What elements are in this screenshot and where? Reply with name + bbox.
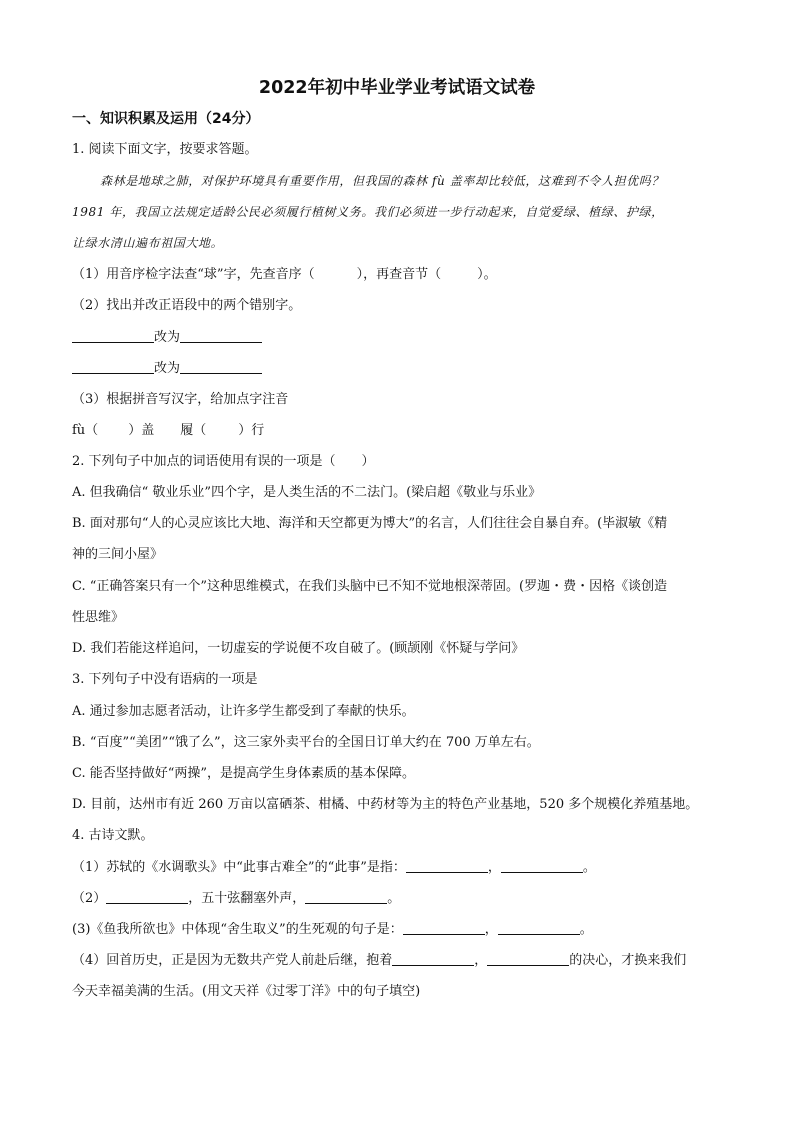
q4-sub1 — [72, 859, 722, 877]
answer-blank[interactable] — [305, 890, 387, 904]
q4-sub4-cont: 今天幸福美满的生活。(用文天祥《过零丁洋》中的句子填空) — [72, 984, 421, 999]
comma: ， — [484, 922, 498, 937]
q4-sub2-text: ，五十弦翻塞外声， — [188, 891, 306, 906]
q1-sub1-text-a: （1）用音序检字法查“球”字，先查音序（ — [72, 267, 315, 282]
q1-sub3: （3）根据拼音写汉字，给加点字注音 — [72, 392, 289, 407]
q4-sub4-text-b: 的决心，才换来我们 — [569, 953, 687, 968]
q1-sub1 — [72, 266, 722, 284]
comma: ， — [487, 860, 501, 875]
pinyin-fu: fù（ — [72, 423, 99, 438]
section-heading: 一、知识积累及运用（24分） — [72, 111, 260, 127]
q3-option-b: B. “百度”“美团”“饿了么”，这三家外卖平台的全国日订单大约在 700 万单左右。 — [72, 735, 540, 750]
q1-fix-row2 — [72, 360, 722, 378]
q1-passage-line3: 让绿水清山遍布祖国大地。 — [72, 236, 224, 250]
answer-blank[interactable] — [406, 859, 488, 873]
q2-option-c: C. “正确答案只有一个”这种思维模式，在我们头脑中已不知不觉地根深蒂固。(罗迦・费・因格《谈创造 — [72, 579, 668, 594]
q2-stem: 2. 下列句子中加点的词语使用有误的一项是（ ） — [72, 454, 375, 469]
q4-sub4-text-a: （4）回首历史，正是因为无数共产党人前赴后继，抱着 — [72, 953, 393, 968]
answer-blank[interactable] — [498, 921, 580, 935]
answer-blank[interactable] — [106, 890, 188, 904]
q3-option-c: C. 能否坚持做好“两操”，是提高学生身体素质的基本保障。 — [72, 766, 416, 781]
fix-label: 改为 — [154, 330, 181, 345]
q1-stem: 1. 阅读下面文字，按要求答题。 — [72, 142, 258, 157]
answer-blank[interactable] — [72, 329, 154, 343]
exam-title: 2022年初中毕业学业考试语文试卷 — [258, 78, 536, 98]
answer-blank[interactable] — [403, 921, 485, 935]
fix-label: 改为 — [154, 361, 181, 376]
period: 。 — [387, 891, 401, 906]
period: 。 — [582, 860, 596, 875]
char-lv: 履（ — [180, 423, 207, 438]
q1-passage-line1: 森林是地球之肺，对保护环境具有重要作用，但我国的森林 fù 盖率却比较低，这难到不令人担优吗？ — [100, 174, 665, 188]
q1-sub2: （2）找出并改正语段中的两个错别字。 — [72, 298, 302, 313]
q3-option-a: A. 通过参加志愿者活动，让许多学生都受到了奉献的快乐。 — [72, 704, 415, 719]
answer-blank[interactable] — [501, 859, 583, 873]
q4-sub1-text: （1）苏轼的《水调歌头》中“此事古难全”的“此事”是指： — [72, 860, 406, 875]
comma: ， — [474, 953, 488, 968]
q2-option-d: D. 我们若能这样追问，一切虚妄的学说便不攻自破了。(顾颉刚《怀疑与学问》 — [72, 641, 525, 656]
char-gai: ）盖 — [128, 423, 155, 438]
q1-sub1-text-b: ），再查音节（ — [356, 267, 442, 282]
q4-sub4 — [72, 952, 722, 970]
q2-option-c-cont: 性思维》 — [72, 610, 125, 625]
q2-option-a: A. 但我确信“ 敬业乐业”四个字，是人类生活的不二法门。(梁启超《敬业与乐业》 — [72, 485, 542, 500]
q4-sub3-text: (3)《鱼我所欲也》中体现“舍生取义”的生死观的句子是： — [72, 922, 403, 937]
q4-sub2 — [72, 890, 722, 908]
q4-stem: 4. 古诗文默。 — [72, 828, 154, 843]
q4-sub3 — [72, 921, 722, 939]
answer-blank[interactable] — [180, 360, 262, 374]
q2-option-b-cont: 神的三间小屋》 — [72, 547, 164, 562]
q1-fix-row1 — [72, 329, 722, 347]
answer-blank[interactable] — [72, 360, 154, 374]
answer-blank[interactable] — [392, 952, 474, 966]
q1-passage-line2: 1981 年，我国立法规定适龄公民必须履行植树义务。我们必须进一步行动起来，自觉爱绿、植绿、护绿， — [72, 205, 664, 219]
char-xing: ）行 — [238, 423, 265, 438]
q3-option-d: D. 目前，达州市有近 260 万亩以富硒茶、柑橘、中药材等为主的特色产业基地，520 多个规模化养殖基地。 — [72, 797, 699, 812]
q3-stem: 3. 下列句子中没有语病的一项是 — [72, 672, 258, 687]
q1-sub3-answers — [72, 422, 722, 440]
period: 。 — [579, 922, 593, 937]
q4-sub2-label: （2） — [72, 891, 107, 906]
q2-option-b: B. 面对那句“人的心灵应该比大地、海洋和天空都更为博大”的名言，人们往往会自暴自弃。(毕淑敏《精 — [72, 516, 668, 531]
answer-blank[interactable] — [487, 952, 569, 966]
answer-blank[interactable] — [180, 329, 262, 343]
q1-sub1-text-c: ）。 — [477, 267, 497, 282]
